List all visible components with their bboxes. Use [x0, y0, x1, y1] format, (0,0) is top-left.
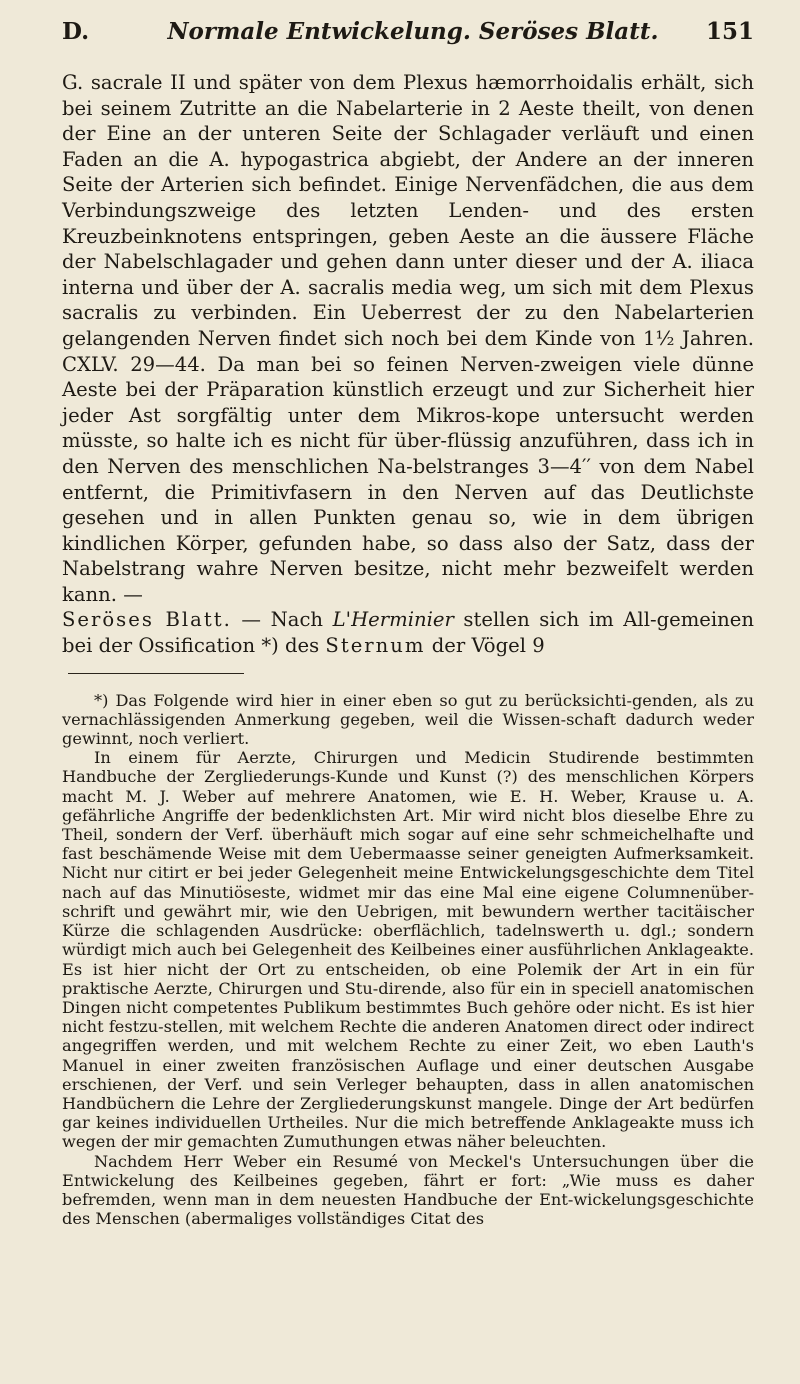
footnote-paragraph-1: *) Das Folgende wird hier in einer eben so gut zu berücksichti-genden, als zu vernachlässigenden Anmerkung gegeben, weil die Wissen-schaft dadurch weder gewinnt, noch verliert. [62, 690, 754, 749]
running-head-title: Normale Entwickelung. Seröses Blatt. [167, 18, 659, 45]
sternum-term: Sternum [325, 634, 426, 658]
footnote [62, 691, 754, 1229]
section-heading-seroeses-blatt: Seröses Blatt. [62, 608, 232, 632]
paragraph-2-text-b: stellen sich im All-gemeinen bei der Ossification *) des [62, 608, 754, 658]
paragraph-2-text-c: der Vögel 9 [425, 634, 545, 658]
running-header [62, 18, 754, 52]
body-paragraph-1: G. sacrale II und später von dem Plexus hæmorrhoidalis erhält, sich bei seinem Zutritte an die Nabelarterie in 2 Aeste theilt, von denen der Eine an der unteren Seite der Schlagader verläuft und einen Faden an die A. hypogastrica abgiebt, der Andere an der inneren Seite der Arterien sich befindet. Einige Nervenfädchen, die aus dem Verbindungszweige des letzten Lenden- und des ersten Kreuzbeinknotens entspringen, geben Aeste an die äussere Fläche der Nabelschlagader und gehen dann unter dieser und der A. iliaca interna und über der A. sacralis media weg, um sich mit dem Plexus sacralis zu verbinden. Ein Ueberrest der zu den Nabelarterien gelangenden Nerven findet sich noch bei dem Kinde von 1½ Jahren. CXLV. 29—44. Da man bei so feinen Nerven-zweigen viele dünne Aeste bei der Präparation künstlich erzeugt und zur Sicherheit hier jeder Ast sorgfältig unter dem Mikros-kope untersucht werden müsste, so halte ich es nicht für über-flüssig anzuführen, dass ich in den Nerven des menschlichen Na-belstranges 3—4′′ von dem Nabel entfernt, die Primitivfasern in den Nerven auf das Deutlichste gesehen und in allen Punkten genau so, wie in dem übrigen kindlichen Körper, gefunden habe, so dass also der Satz, dass der Nabelstrang wahre Nerven besitze, nicht mehr bezweifelt werden kann. — [62, 71, 754, 606]
separator-line [68, 673, 244, 674]
page-number: 151 [705, 18, 754, 45]
running-head-section: D. [62, 18, 90, 45]
paragraph-2-text-a: — Nach [231, 608, 333, 632]
main-text [62, 70, 754, 659]
footnote-paragraph-3: Nachdem Herr Weber ein Resumé von Meckel's Untersuchungen über die Entwickelung des Keilbeines gegeben, fährt er fort: „Wie muss es daher befremden, wenn man in dem neuesten Handbuche der Ent-wickelungsgeschichte des Menschen (abermaliges vollständiges Citat des [62, 1151, 754, 1229]
body-paragraph-2 [62, 607, 754, 658]
author-name: L'Herminier [332, 608, 454, 632]
footnote-paragraph-2: In einem für Aerzte, Chirurgen und Medicin Studirende bestimmten Handbuche der Zergliederungs-Kunde und Kunst (?) des menschlichen Körpers macht M. J. Weber auf mehrere Anatomen, wie E. H. Weber, Krause u. A. gefährliche Angriffe der bedenklichsten Art. Mir wird nicht blos dieselbe Ehre zu Theil, sondern der Verf. überhäuft mich sogar auf eine sehr schmeichelhafte und fast beschämende Weise mit dem Uebermaasse seiner geneigten Aufmerksamkeit. Nicht nur citirt er bei jeder Gelegenheit meine Entwickelungsgeschichte dem Titel nach auf das Minutiöseste, widmet mir das eine Mal eine eigene Columnenüber-schrift und gewährt mir, wie den Uebrigen, mit bewundern werther tacitäischer Kürze die schlagenden Ausdrücke: oberflächlich, tadelnswerth u. dgl.; sondern würdigt mich auch bei Gelegenheit des Keilbeines einer ausführlichen Anklageakte. Es ist hier nicht der Ort zu entscheiden, ob eine Polemik der Art in ein für praktische Aerzte, Chirurgen und Stu-dirende, also für ein in speciell anatomischen Dingen nicht competentes Publikum bestimmtes Buch gehöre oder nicht. Es ist hier nicht festzu-stellen, mit welchem Rechte die anderen Anatomen direct oder indirect angegriffen werden, und mit welchem Rechte zu einer Zeit, wo eben Lauth's Manuel in einer zweiten französischen Auflage und einer deutschen Ausgabe erschienen, der Verf. und sein Verleger behaupten, dass in allen anatomischen Handbüchern die Lehre der Zergliederungskunst mangele. Dinge der Art bedürfen gar keines individuellen Urtheiles. Nur die mich betreffende Anklageakte muss ich wegen der mir gemachten Zumuthungen etwas näher beleuchten. [62, 748, 754, 1152]
footnote-separator [62, 661, 754, 691]
